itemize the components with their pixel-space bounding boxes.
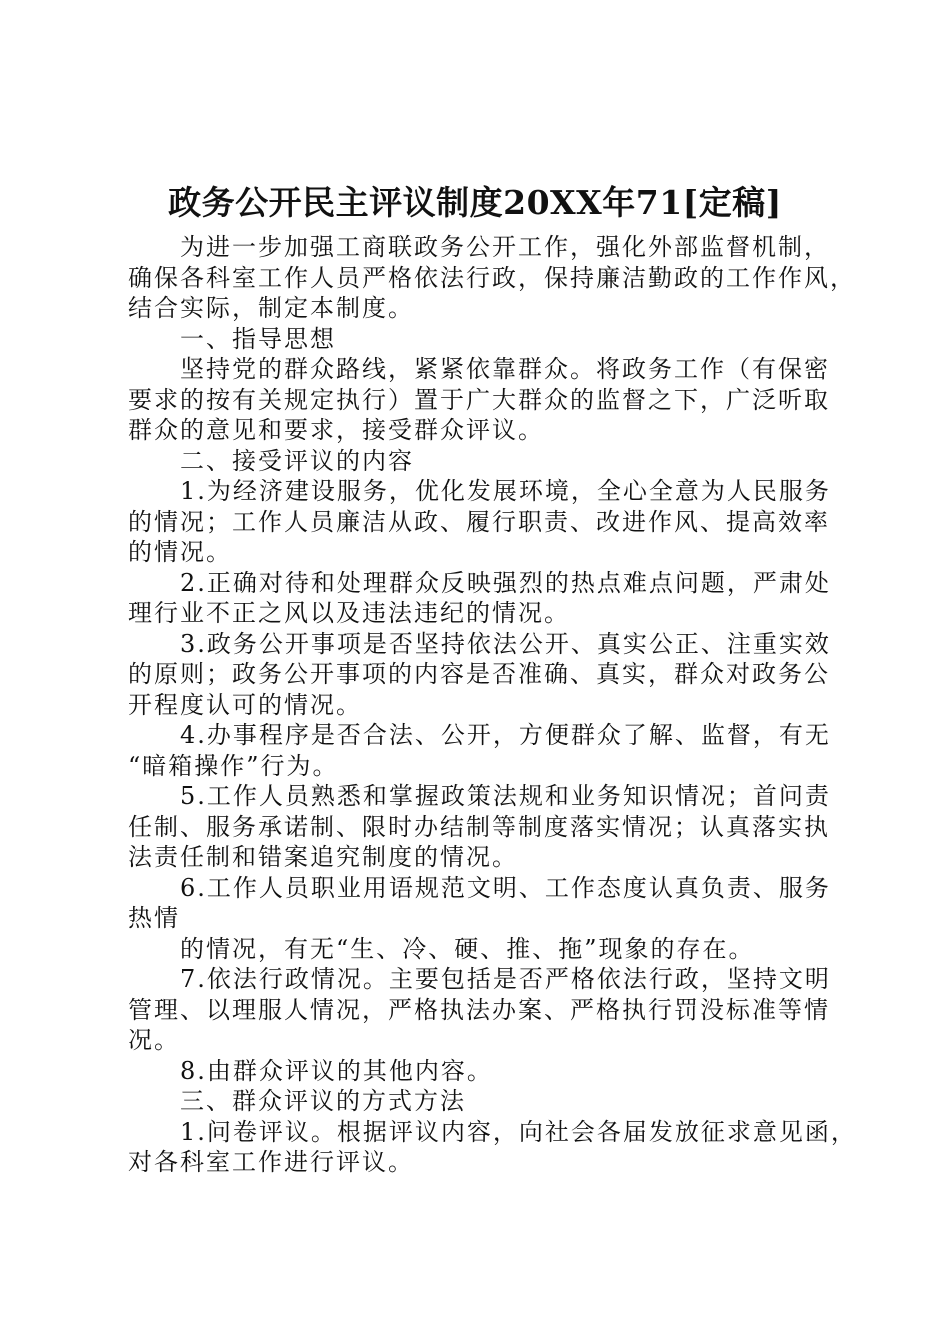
text-line: 4.办事程序是否合法、公开，方便群众了解、监督，有无: [180, 721, 831, 749]
text-line: 一、指导思想: [180, 324, 336, 353]
text-line: 的情况。: [128, 538, 232, 566]
text-line: 1.为经济建设服务，优化发展环境，全心全意为人民服务: [180, 477, 831, 505]
text-line: 1.问卷评议。根据评议内容，向社会各届发放征求意见函，: [180, 1117, 857, 1146]
text-line: 5.工作人员熟悉和掌握政策法规和业务知识情况；首问责: [180, 782, 831, 810]
text-line: 任制、服务承诺制、限时办结制等制度落实情况；认真落实执: [128, 812, 830, 841]
text-line: 要求的按有关规定执行）置于广大群众的监督之下，广泛听取: [128, 385, 830, 414]
text-line: 的原则；政务公开事项的内容是否准确、真实，群众对政务公: [128, 660, 830, 688]
text-line: 群众的意见和要求，接受群众评议。: [128, 416, 544, 444]
text-line: 8.由群众评议的其他内容。: [180, 1056, 493, 1085]
text-line: 开程度认可的情况。: [128, 690, 362, 719]
text-line: 3.政务公开事项是否坚持依法公开、真实公正、注重实效: [180, 629, 831, 658]
text-line: 管理、以理服人情况，严格执法办案、严格执行罚没标准等情: [128, 995, 830, 1024]
document-title: 政务公开民主评议制度20XX年71[定稿]: [168, 183, 782, 222]
text-line: 理行业不正之风以及违法违纪的情况。: [128, 599, 570, 627]
text-line: 7.依法行政情况。主要包括是否严格依法行政，坚持文明: [180, 965, 831, 993]
document-body: [128, 232, 857, 1178]
text-line: 确保各科室工作人员严格依法行政，保持廉洁勤政的工作作风，: [128, 263, 856, 292]
text-line: 对各科室工作进行评议。: [128, 1148, 414, 1176]
text-line: 法责任制和错案追究制度的情况。: [128, 843, 518, 871]
text-line: 热情: [128, 904, 180, 932]
text-line: “暗箱操作”行为。: [128, 751, 339, 780]
text-line: 结合实际，制定本制度。: [128, 294, 414, 322]
text-line: 6.工作人员职业用语规范文明、工作态度认真负责、服务: [180, 873, 831, 902]
text-line: 坚持党的群众路线，紧紧依靠群众。将政务工作（有保密: [180, 355, 830, 383]
text-line: 的情况，有无“生、冷、硬、推、拖”现象的存在。: [180, 934, 755, 963]
text-line: 况。: [128, 1026, 180, 1054]
text-line: 2.正确对待和处理群众反映强烈的热点难点问题，严肃处: [180, 568, 831, 597]
text-line: 的情况；工作人员廉洁从政、履行职责、改进作风、提高效率: [128, 507, 830, 536]
text-line: 三、群众评议的方式方法: [180, 1087, 466, 1115]
text-line: 二、接受评议的内容: [180, 446, 414, 475]
text-line: 为进一步加强工商联政务公开工作，强化外部监督机制，: [180, 233, 830, 261]
